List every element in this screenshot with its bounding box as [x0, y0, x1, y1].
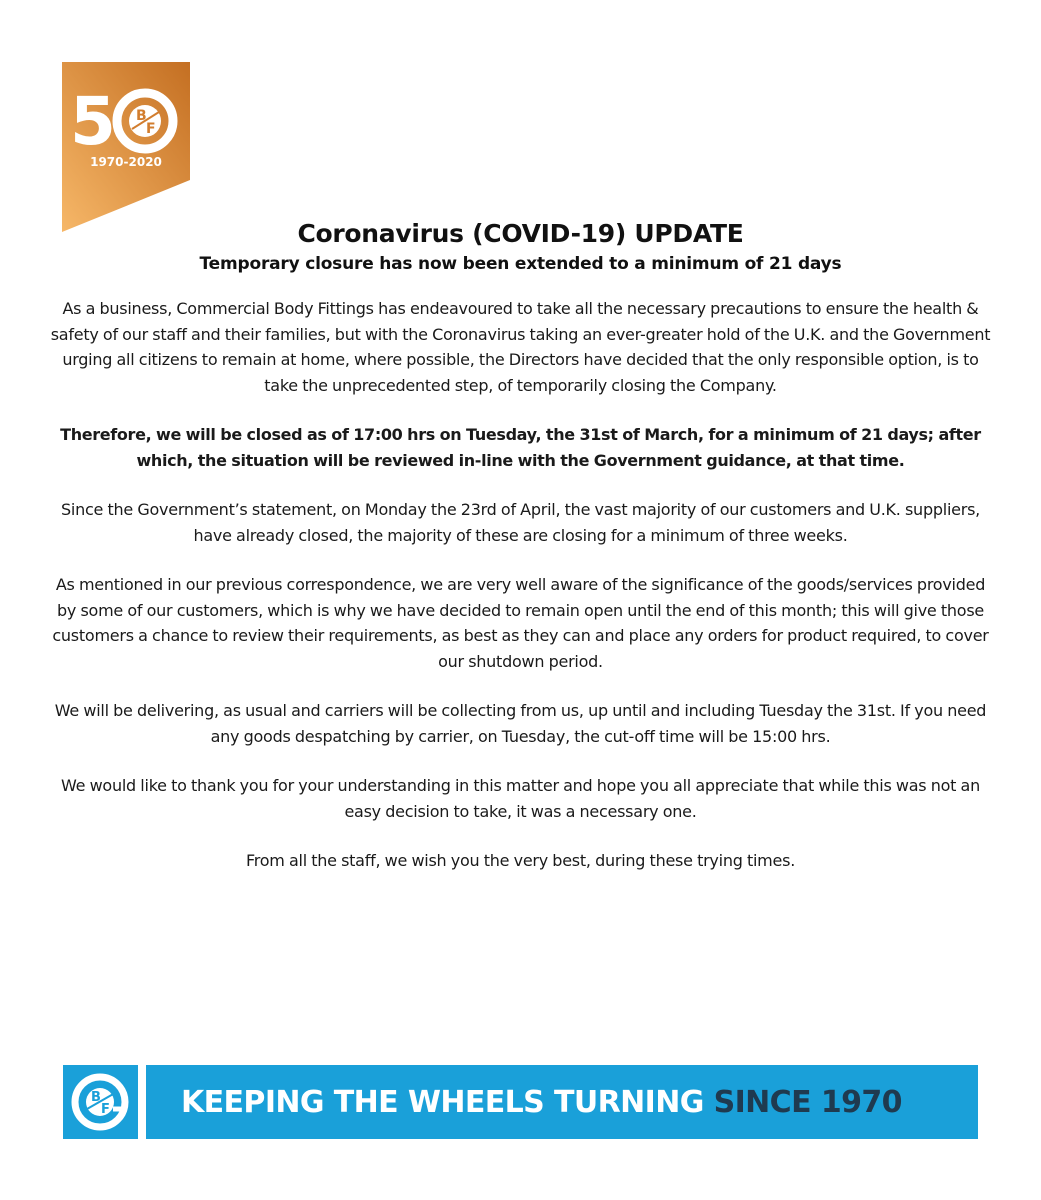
- anniversary-badge-icon: [62, 62, 190, 232]
- logo-years: 1970-2020: [90, 155, 162, 169]
- logo-letter-b: B: [136, 108, 147, 124]
- bf-logo-icon: [63, 1065, 138, 1139]
- footer-brand-icon: [63, 1065, 138, 1139]
- paragraph-thanks: We would like to thank you for your understanding in this matter and hope you all appreciate that while this was not an easy decision to take, it was a necessary one.: [61, 776, 980, 821]
- footer-logo-letter-f: F: [101, 1102, 110, 1117]
- footer-slogan-banner: [146, 1065, 978, 1139]
- document-body: [50, 216, 991, 898]
- slogan-accent: SINCE 1970: [713, 1084, 902, 1120]
- paragraph-closure-notice: Therefore, we will be closed as of 17:00 hrs on Tuesday, the 31st of March, for a minimum of 21 days; after which, the situation will be reviewed in-line with the Government guidance, at that time.: [60, 425, 981, 470]
- footer-logo-letter-b: B: [91, 1090, 101, 1105]
- page-title: Coronavirus (COVID-19) UPDATE: [297, 219, 744, 248]
- paragraph-government-statement: Since the Government’s statement, on Monday the 23rd of April, the vast majority of our customers and U.K. suppliers, have already closed, the majority of these are closing for a minimum of three weeks.: [61, 500, 980, 545]
- paragraph-closing: From all the staff, we wish you the very best, during these trying times.: [245, 851, 796, 870]
- anniversary-logo: [62, 62, 190, 232]
- slogan-main: KEEPING THE WHEELS TURNING: [181, 1084, 704, 1120]
- paragraph-intro: As a business, Commercial Body Fittings has endeavoured to take all the necessary precautions to ensure the health & safety of our staff and their families, but with the Coronavirus taking an ever-greater hold of the U.K. and the Government urging all citizens to remain at home, where possible, the Directors have decided that the only responsible option, is to take the unprecedented step, of temporarily closing the Company.: [50, 299, 991, 395]
- page-subtitle: Temporary closure has now been extended to a minimum of 21 days: [199, 254, 842, 274]
- footer-slogan: [181, 1085, 902, 1120]
- logo-letter-f: F: [146, 121, 156, 137]
- paragraph-delivery-info: We will be delivering, as usual and carriers will be collecting from us, up until and including Tuesday the 31st. If you need any goods despatching by carrier, on Tuesday, the cut-off time will be 15:00 hrs.: [54, 701, 987, 746]
- logo-number: 5: [70, 83, 116, 160]
- paragraph-previous-correspondence: As mentioned in our previous correspondence, we are very well aware of the significance of the goods/services provided by some of our customers, which is why we have decided to remain open until the end of this month; this will give those customers a chance to review their requirements, as best as they can and place any orders for product required, to cover our shutdown period.: [52, 575, 989, 671]
